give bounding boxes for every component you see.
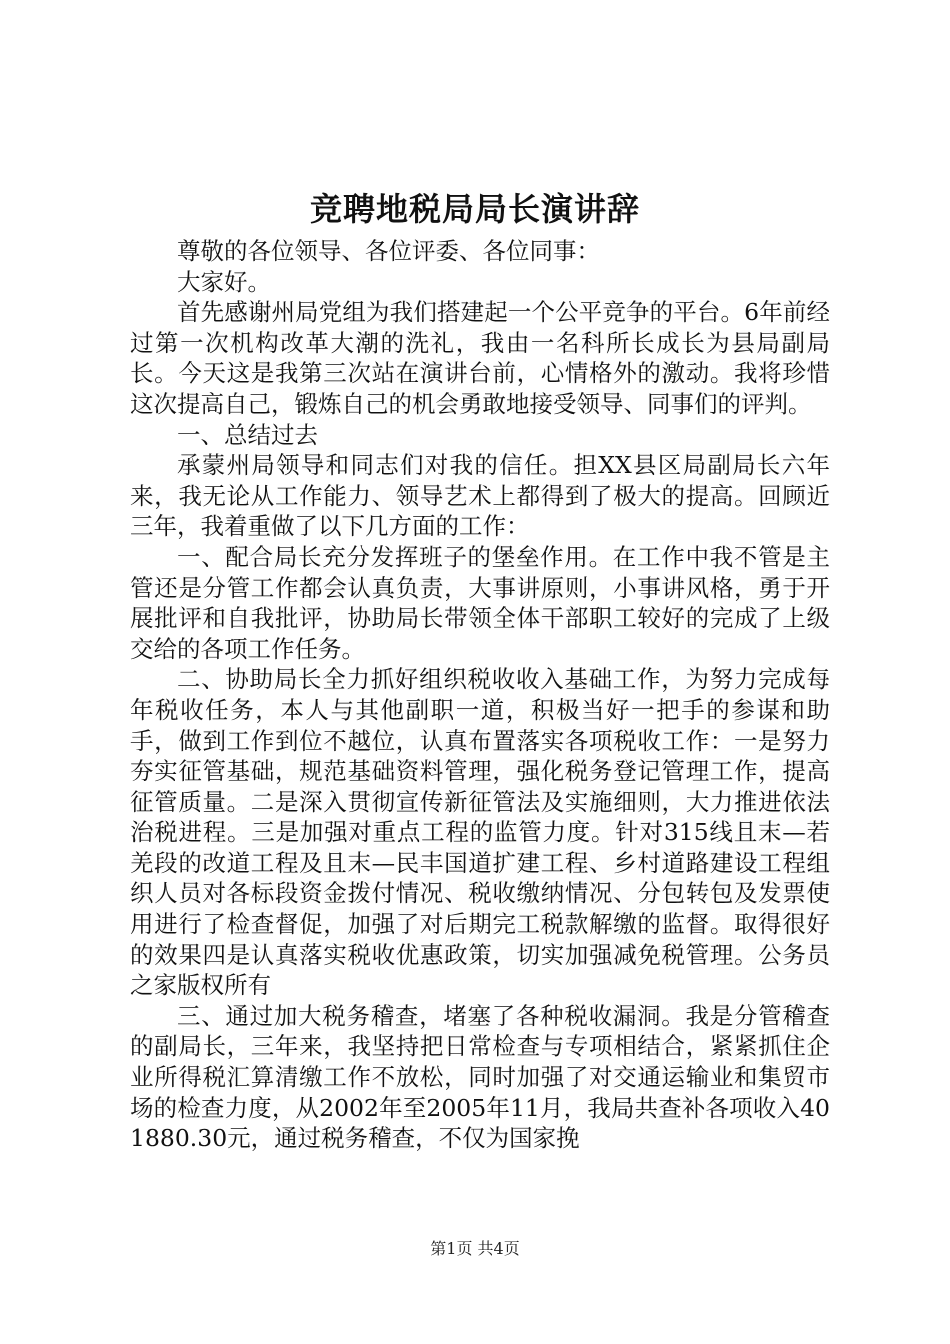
salutation-paragraph: 尊敬的各位领导、各位评委、各位同事： [177,237,600,265]
body-paragraph: 二、协助局长全力抓好组织税收收入基础工作，为努力完成每年税收任务，本人与其他副职一道，积极当好一把手的参谋和助手，做到工作到位不越位，认真布置落实各项税收工作：一是努力夯实征管基础，规范基础资料管理，强化税务登记管理工作，提高征管质量。二是深入贯彻宣传新征管法及实施细则，大力推进依法治税进程。三是加强对重点工程的监管力度。针对315线且末—若羌段的改道工程及且末—民丰国道扩建工程、乡村道路建设工程组织人员对各标段资金拨付情况、税收缴纳情况、分包转包及发票使用进行了检查督促，加强了对后期完工税款解缴的监督。取得很好的效果四是认真落实税收优惠政策，切实加强减免税管理。公务员之家版权所有 [130,665,830,1000]
body-paragraph: 三、通过加大税务稽查，堵塞了各种税收漏洞。我是分管稽查的副局长，三年来，我坚持把日常检查与专项相结合，紧紧抓住企业所得税汇算清缴工作不放松，同时加强了对交通运输业和集贸市场的检查力度，从2002年至2005年11月，我局共查补各项收入401880.30元，通过税务稽查，不仅为国家挽 [130,1001,830,1153]
body-paragraph: 一、配合局长充分发挥班子的堡垒作用。在工作中我不管是主管还是分管工作都会认真负责，大事讲原则，小事讲风格，勇于开展批评和自我批评，协助局长带领全体干部职工较好的完成了上级交给的各项工作任务。 [130,542,830,663]
body-paragraph: 承蒙州局领导和同志们对我的信任。担XX县区局副局长六年来，我无论从工作能力、领导艺术上都得到了极大的提高。回顾近三年，我着重做了以下几方面的工作： [130,451,830,541]
intro-paragraph: 首先感谢州局党组为我们搭建起一个公平竞争的平台。6年前经过第一次机构改革大潮的洗礼，我由一名科所长成长为县局副局长。今天这是我第三次站在演讲台前，心情格外的激动。我将珍惜这次提高自己，锻炼自己的机会勇敢地接受领导、同事们的评判。 [130,298,830,418]
document-body [130,236,830,1154]
section-heading: 一、总结过去 [177,420,318,449]
greeting-paragraph: 大家好。 [177,267,271,296]
document-title: 竞聘地税局局长演讲辞 [309,190,640,228]
page-footer: 第1页 共4页 [430,1239,520,1258]
